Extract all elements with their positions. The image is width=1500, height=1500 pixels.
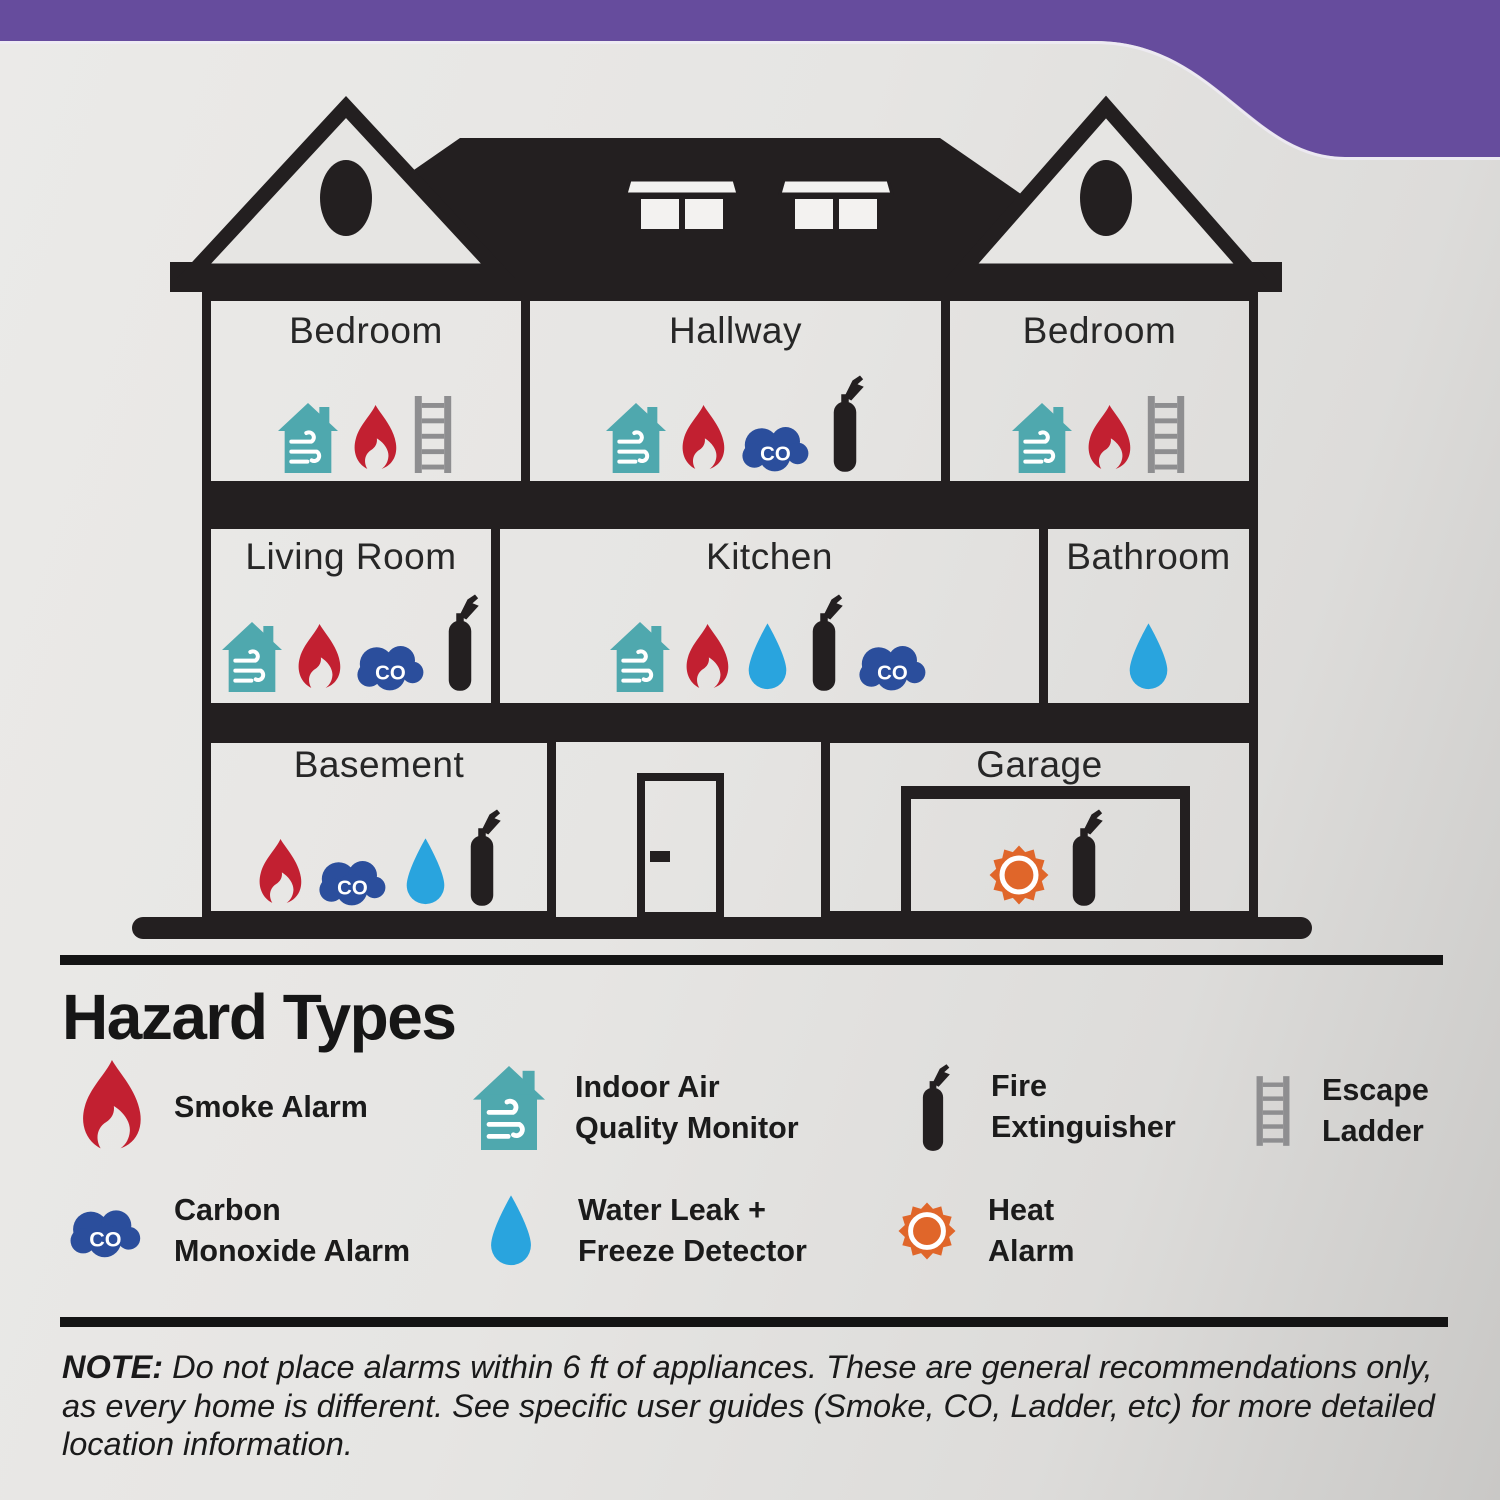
right-gable-window <box>1080 160 1132 236</box>
legend-item-carbon-monoxide-alarm <box>68 1190 410 1272</box>
carbon-monoxide-alarm-icon <box>68 1204 144 1259</box>
heat-alarm-icon <box>987 843 1051 907</box>
legend-label-line: Monoxide Alarm <box>174 1234 411 1268</box>
room-label-bedroom-right: Bedroom <box>1022 310 1177 351</box>
smoke-alarm-icon <box>78 1060 144 1154</box>
devices-bathroom <box>1048 622 1249 692</box>
left-gable-window <box>320 160 372 236</box>
note-body: Do not place alarms within 6 ft of appliances. These are general recommendations only, as every home is different. See specific user guides (Smoke, CO, Ladder, etc) for more detailed location information. <box>62 1349 1435 1462</box>
legend-label-line: Freeze Detector <box>578 1234 807 1268</box>
heat-alarm-icon <box>896 1200 958 1262</box>
indoor-air-quality-monitor-icon <box>222 622 282 692</box>
note-label: NOTE: <box>62 1349 164 1385</box>
indoor-air-quality-monitor-icon <box>606 403 666 473</box>
legend-item-water-leak-freeze-detector <box>486 1190 807 1272</box>
legend-label-line: Quality Monitor <box>575 1111 799 1145</box>
indoor-air-quality-monitor-icon <box>278 403 338 473</box>
legend-label-line: Fire <box>991 1069 1047 1103</box>
legend-title: Hazard Types <box>62 981 456 1053</box>
legend-label-line: Heat <box>988 1193 1055 1227</box>
legend-label-line: Extinguisher <box>991 1110 1176 1144</box>
indoor-air-quality-monitor-icon <box>1012 403 1072 473</box>
carbon-monoxide-alarm-icon <box>355 640 427 692</box>
legend-label <box>174 1087 368 1128</box>
legend-label-line: Escape <box>1322 1073 1429 1107</box>
devices-kitchen <box>500 592 1039 692</box>
legend-label <box>174 1190 410 1272</box>
smoke-alarm-icon <box>679 405 727 473</box>
divider-top <box>60 955 1443 965</box>
room-label-hallway: Hallway <box>668 310 803 351</box>
legend-item-heat-alarm <box>896 1190 1074 1272</box>
fire-extinguisher-icon <box>462 807 502 907</box>
fire-extinguisher-icon <box>915 1062 951 1152</box>
legend-item-smoke-alarm <box>78 1060 368 1154</box>
door-handle <box>650 851 670 862</box>
smoke-alarm-icon <box>351 405 399 473</box>
legend-label <box>575 1067 799 1149</box>
legend-label <box>578 1190 807 1272</box>
room-label-bedroom-left: Bedroom <box>289 310 443 351</box>
room-label-basement: Basement <box>293 744 465 785</box>
divider-bottom <box>60 1317 1448 1327</box>
legend-item-indoor-air-quality-monitor <box>473 1066 799 1150</box>
room-label-kitchen: Kitchen <box>706 536 833 577</box>
indoor-air-quality-monitor-icon <box>610 622 670 692</box>
legend-label-line: Water Leak + <box>578 1193 766 1227</box>
note-paragraph <box>62 1348 1457 1464</box>
legend-label-line: Ladder <box>1322 1114 1424 1148</box>
fire-extinguisher-icon <box>804 592 844 692</box>
smoke-alarm-icon <box>256 839 304 907</box>
legend-label-line: Carbon <box>174 1193 281 1227</box>
devices-bedroom-right <box>950 395 1249 473</box>
fire-extinguisher-icon <box>1064 807 1104 907</box>
water-leak-freeze-detector-icon <box>744 622 791 692</box>
floor-slab-upper <box>202 490 1258 520</box>
legend-label-line: Indoor Air <box>575 1070 720 1104</box>
devices-hallway <box>530 373 941 473</box>
legend-label-line: Smoke Alarm <box>174 1089 368 1124</box>
devices-basement <box>211 807 547 907</box>
indoor-air-quality-monitor-icon <box>473 1066 545 1150</box>
fire-extinguisher-icon <box>825 373 865 473</box>
legend-label <box>1322 1070 1429 1152</box>
legend-label <box>991 1066 1176 1148</box>
smoke-alarm-icon <box>295 624 343 692</box>
escape-ladder-icon <box>1145 396 1187 473</box>
escape-ladder-icon <box>1254 1076 1292 1146</box>
roof <box>130 90 1350 300</box>
legend-item-fire-extinguisher <box>915 1062 1176 1152</box>
legend-item-escape-ladder <box>1254 1070 1429 1152</box>
water-leak-freeze-detector-icon <box>402 837 449 907</box>
ground-bar <box>132 917 1312 939</box>
devices-living-room <box>211 592 491 692</box>
smoke-alarm-icon <box>683 624 731 692</box>
dormer-window-right <box>780 180 892 234</box>
water-leak-freeze-detector-icon <box>486 1194 536 1268</box>
dormer-window-left <box>626 180 738 234</box>
fire-extinguisher-icon <box>440 592 480 692</box>
devices-bedroom-left <box>211 395 521 473</box>
room-label-living-room: Living Room <box>245 536 457 577</box>
water-leak-freeze-detector-icon <box>1125 622 1172 692</box>
escape-ladder-icon <box>412 396 454 473</box>
carbon-monoxide-alarm-icon <box>857 640 929 692</box>
room-label-bathroom: Bathroom <box>1066 536 1231 577</box>
legend-label-line: Alarm <box>988 1234 1075 1268</box>
front-door <box>637 773 724 920</box>
devices-garage <box>901 807 1190 907</box>
room-label-garage: Garage <box>976 744 1103 785</box>
legend-label <box>988 1190 1074 1272</box>
carbon-monoxide-alarm-icon <box>740 421 812 473</box>
carbon-monoxide-alarm-icon <box>317 855 389 907</box>
smoke-alarm-icon <box>1085 405 1133 473</box>
